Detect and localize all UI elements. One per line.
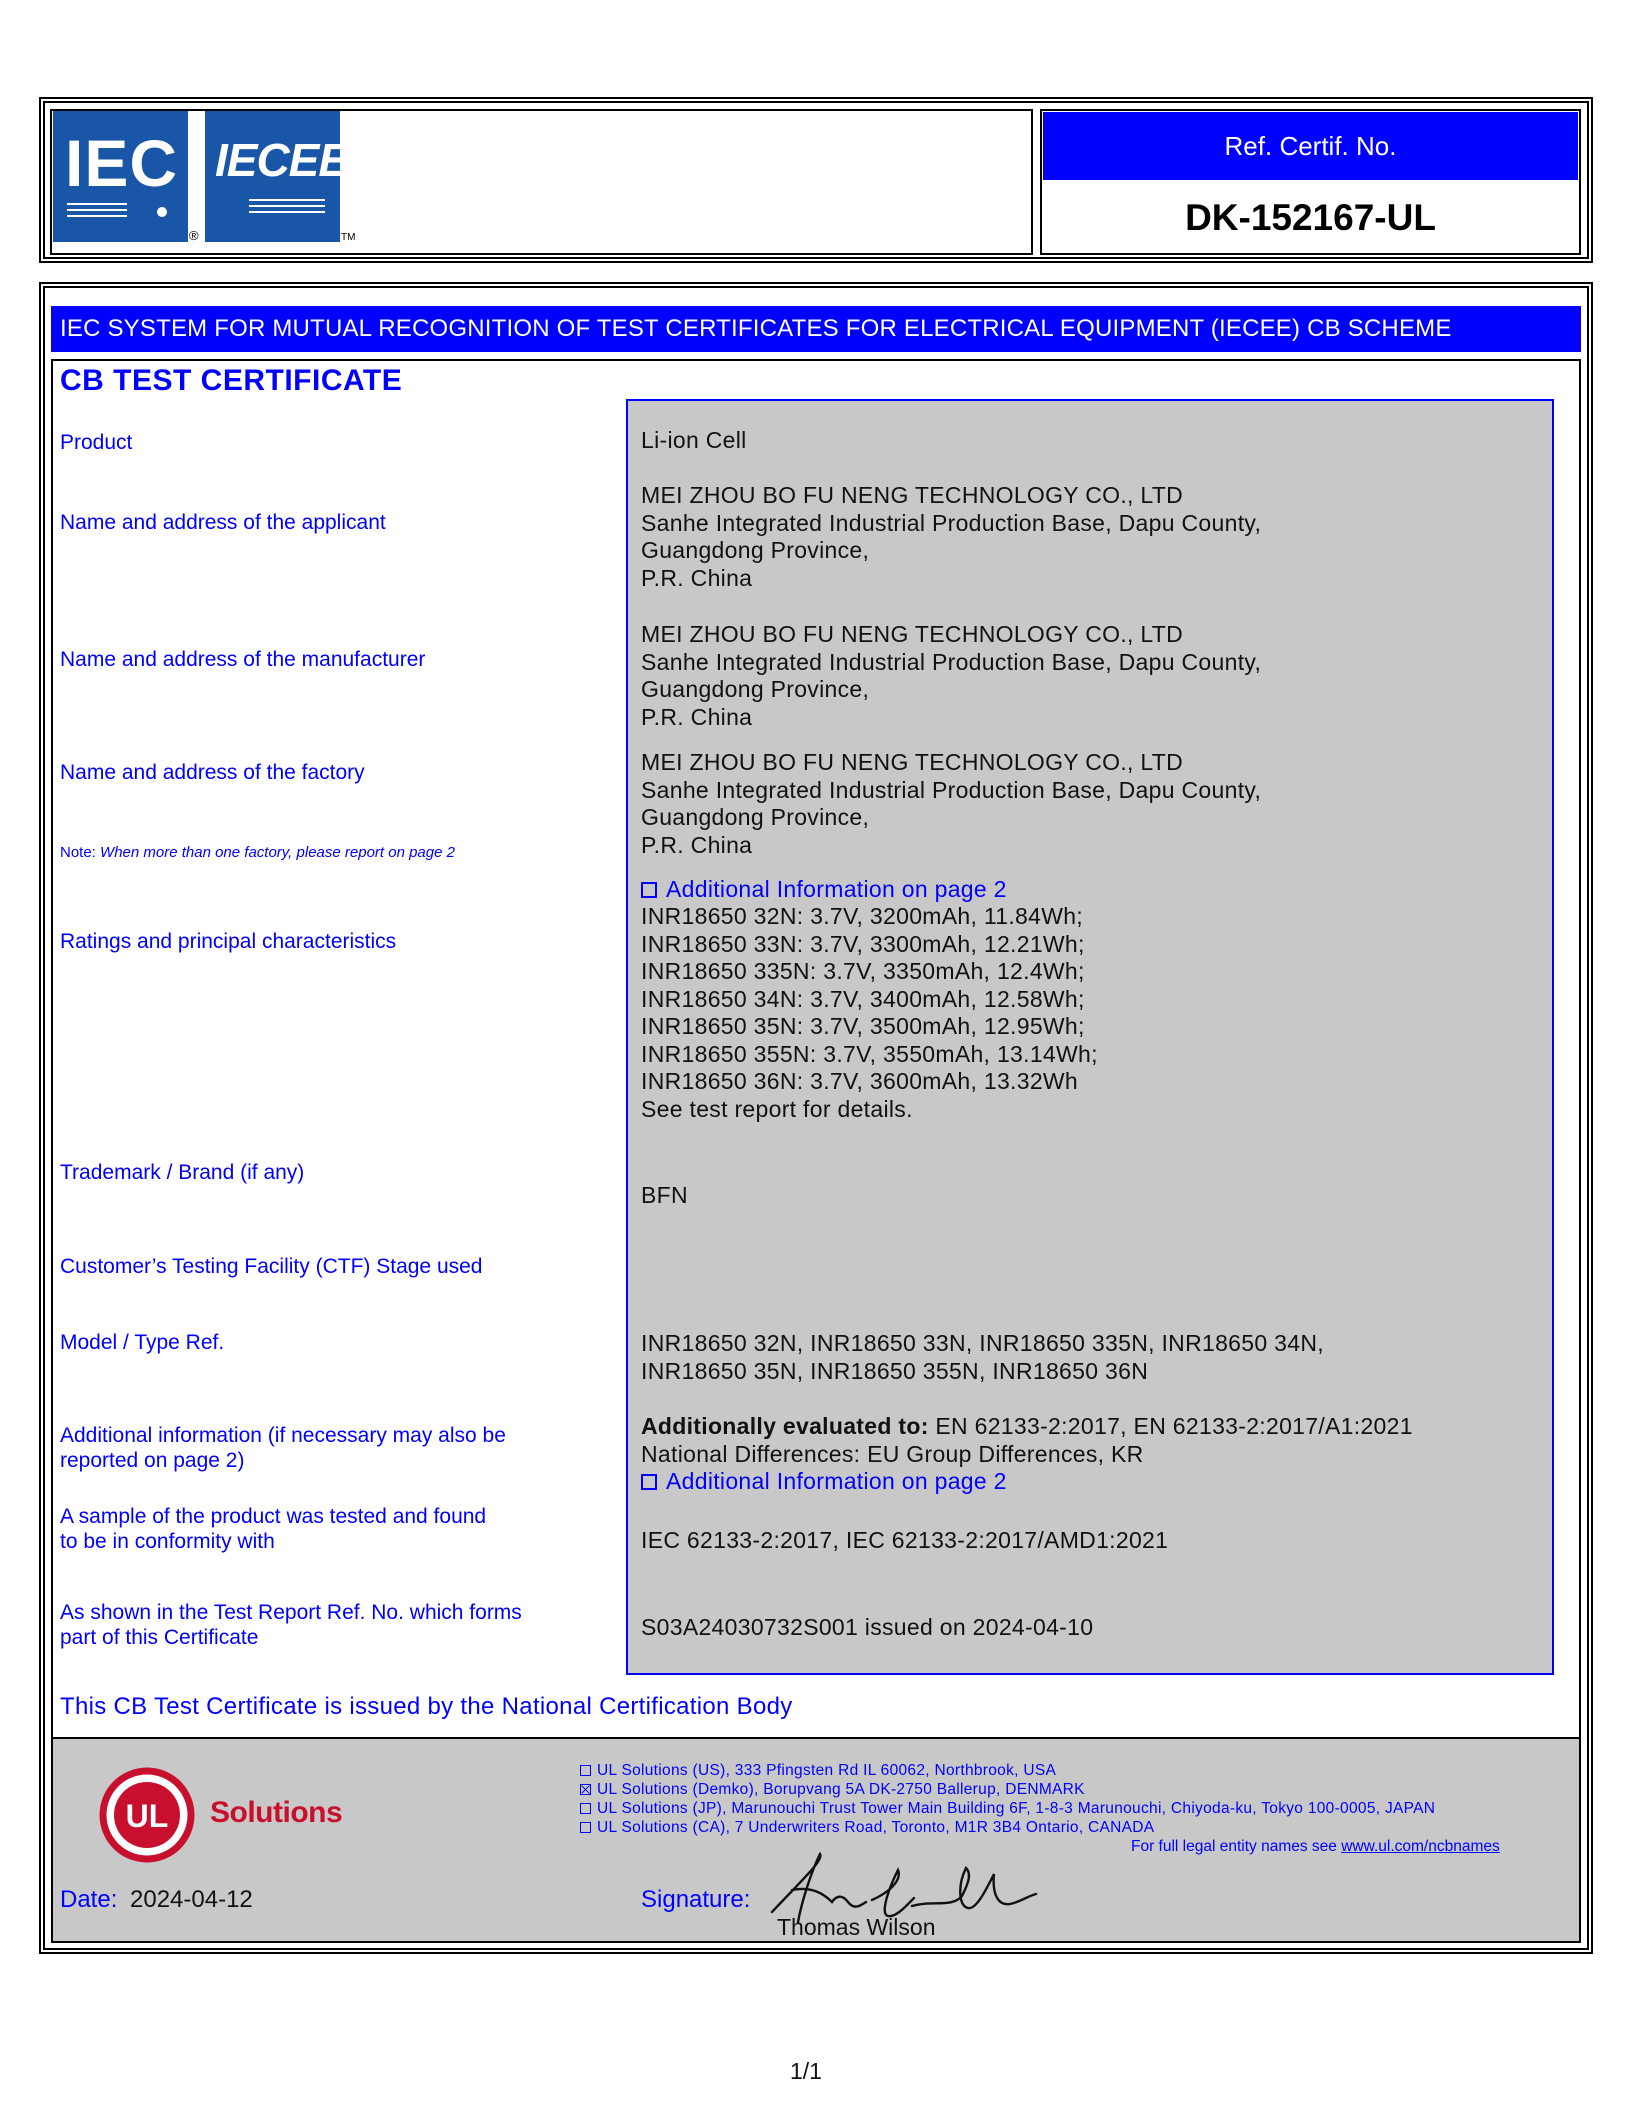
ul-logo <box>99 1767 195 1863</box>
label-trademark: Trademark / Brand (if any) <box>60 1161 305 1184</box>
ul-solutions-wordmark: Solutions <box>210 1796 343 1829</box>
manufacturer-line: P.R. China <box>641 703 753 730</box>
factory-line: P.R. China <box>641 831 753 858</box>
label-product: Product <box>60 431 133 454</box>
signature-label: Signature: <box>641 1886 751 1913</box>
office-checkbox-demko-checked[interactable] <box>580 1784 591 1795</box>
ref-certificate-title: Ref. Certif. No. <box>1043 112 1578 180</box>
label-report-1: As shown in the Test Report Ref. No. which forms <box>60 1601 522 1624</box>
office-text: UL Solutions (CA), 7 Underwriters Road, Toronto, M1R 3B4 Ontario, CANADA <box>597 1819 1155 1836</box>
value-ratings <box>641 903 1098 1123</box>
label-conformity-1: A sample of the product was tested and found <box>60 1505 487 1528</box>
additionally-evaluated-value: EN 62133-2:2017, EN 62133-2:2017/A1:2021 <box>928 1413 1413 1439</box>
iec-logo-stripes <box>67 203 127 225</box>
additional-info-checkbox-row-2[interactable] <box>641 1468 1413 1496</box>
office-text: UL Solutions (US), 333 Pfingsten Rd IL 60062, Northbrook, USA <box>597 1762 1057 1779</box>
factory-line: MEI ZHOU BO FU NENG TECHNOLOGY CO., LTD <box>641 749 1184 775</box>
date-label: Date: <box>60 1886 118 1913</box>
manufacturer-line: Sanhe Integrated Industrial Production Base, Dapu County, <box>641 648 1262 675</box>
additionally-evaluated <box>641 1413 1413 1441</box>
office-demko <box>580 1780 1085 1799</box>
label-model: Model / Type Ref. <box>60 1331 225 1354</box>
note-text: When more than one factory, please report on page 2 <box>100 844 455 861</box>
rating-line: INR18650 36N: 3.7V, 3600mAh, 13.32Wh <box>641 1068 1079 1094</box>
office-text: UL Solutions (JP), Marunouchi Trust Tower Main Building 6F, 1-8-3 Marunouchi, Chiyoda-ku, Tokyo 100-0005, JAPAN <box>597 1800 1436 1817</box>
legal-entity-note <box>1131 1838 1500 1856</box>
office-checkbox-us[interactable] <box>580 1765 591 1776</box>
office-jp <box>580 1799 1435 1818</box>
registered-mark: ® <box>189 228 199 243</box>
signer-name: Thomas Wilson <box>777 1914 936 1940</box>
applicant-line: Sanhe Integrated Industrial Production Base, Dapu County, <box>641 509 1262 536</box>
office-checkbox-jp[interactable] <box>580 1803 591 1814</box>
factory-line: Guangdong Province, <box>641 804 870 830</box>
factory-note <box>60 844 455 861</box>
rating-line: INR18650 355N: 3.7V, 3550mAh, 13.14Wh; <box>641 1040 1098 1067</box>
additionally-evaluated-label: Additionally evaluated to: <box>641 1413 929 1439</box>
applicant-line: MEI ZHOU BO FU NENG TECHNOLOGY CO., LTD <box>641 482 1184 508</box>
office-text: UL Solutions (Demko), Borupvang 5A DK-2750 Ballerup, DENMARK <box>597 1781 1085 1798</box>
label-additional-1: Additional information (if necessary may also be <box>60 1424 506 1447</box>
additional-info-label-2: Additional Information on page 2 <box>666 1468 1007 1494</box>
value-product: Li-ion Cell <box>641 427 747 453</box>
manufacturer-line: MEI ZHOU BO FU NENG TECHNOLOGY CO., LTD <box>641 621 1184 647</box>
iec-logo <box>53 111 188 242</box>
scheme-title: IEC SYSTEM FOR MUTUAL RECOGNITION OF TEST CERTIFICATES FOR ELECTRICAL EQUIPMENT (IECEE) CB SCHEME <box>60 315 1452 342</box>
label-applicant: Name and address of the applicant <box>60 511 386 534</box>
date-value: 2024-04-12 <box>130 1886 253 1913</box>
iecee-logo-text: IECEE <box>215 134 349 186</box>
rating-line: INR18650 32N: 3.7V, 3200mAh, 11.84Wh; <box>641 903 1083 929</box>
value-applicant <box>641 482 1261 592</box>
iecee-logo-stripes <box>249 199 325 221</box>
label-additional-2: reported on page 2) <box>60 1449 245 1472</box>
value-factory <box>641 749 1261 859</box>
iec-logo-text: IEC <box>65 126 179 200</box>
applicant-line: Guangdong Province, <box>641 537 870 563</box>
rating-line: INR18650 34N: 3.7V, 3400mAh, 12.58Wh; <box>641 985 1085 1012</box>
label-ratings: Ratings and principal characteristics <box>60 930 397 953</box>
value-conformity: IEC 62133-2:2017, IEC 62133-2:2017/AMD1:2021 <box>641 1527 1169 1553</box>
certificate-title: CB TEST CERTIFICATE <box>60 364 403 397</box>
label-factory: Name and address of the factory <box>60 761 365 784</box>
iec-logo-dot <box>157 207 167 217</box>
value-model <box>641 1330 1324 1385</box>
ul-logo-text: UL <box>125 1798 169 1834</box>
label-ctf: Customer’s Testing Facility (CTF) Stage used <box>60 1255 483 1278</box>
additional-info-checkbox-2[interactable] <box>641 1474 657 1490</box>
applicant-line: P.R. China <box>641 564 753 591</box>
office-ca <box>580 1818 1154 1837</box>
rating-line: INR18650 33N: 3.7V, 3300mAh, 12.21Wh; <box>641 930 1085 957</box>
value-report: S03A24030732S001 issued on 2024-04-10 <box>641 1614 1094 1640</box>
rating-line: INR18650 35N: 3.7V, 3500mAh, 12.95Wh; <box>641 1013 1085 1039</box>
additional-info-checkbox[interactable] <box>641 882 657 898</box>
manufacturer-line: Guangdong Province, <box>641 676 870 702</box>
additional-info-checkbox-row[interactable] <box>641 876 1007 904</box>
page-number: 1/1 <box>790 2058 822 2084</box>
note-prefix: Note: <box>60 844 96 861</box>
office-checkbox-ca[interactable] <box>580 1822 591 1833</box>
office-us <box>580 1761 1056 1780</box>
legal-entity-link[interactable]: www.ul.com/ncbnames <box>1341 1838 1500 1855</box>
issued-by-statement: This CB Test Certificate is issued by the National Certification Body <box>60 1693 793 1720</box>
additional-info-label: Additional Information on page 2 <box>666 876 1007 902</box>
value-trademark: BFN <box>641 1182 688 1208</box>
national-differences: National Differences: EU Group Differences, KR <box>641 1440 1144 1467</box>
model-line: INR18650 32N, INR18650 33N, INR18650 335N, INR18650 34N, <box>641 1330 1324 1356</box>
rating-line: INR18650 335N: 3.7V, 3350mAh, 12.4Wh; <box>641 958 1085 984</box>
factory-line: Sanhe Integrated Industrial Production Base, Dapu County, <box>641 776 1262 803</box>
iecee-logo <box>205 111 349 242</box>
ref-certificate-number: DK-152167-UL <box>1185 197 1436 238</box>
legal-note-text: For full legal entity names see <box>1131 1838 1342 1855</box>
label-report-2: part of this Certificate <box>60 1626 259 1649</box>
model-line: INR18650 35N, INR18650 355N, INR18650 36N <box>641 1357 1149 1384</box>
value-additional <box>641 1413 1413 1496</box>
trademark-mark: TM <box>341 232 356 243</box>
rating-line: See test report for details. <box>641 1095 913 1122</box>
label-conformity-2: to be in conformity with <box>60 1530 275 1553</box>
value-manufacturer <box>641 621 1261 731</box>
label-manufacturer: Name and address of the manufacturer <box>60 648 426 671</box>
